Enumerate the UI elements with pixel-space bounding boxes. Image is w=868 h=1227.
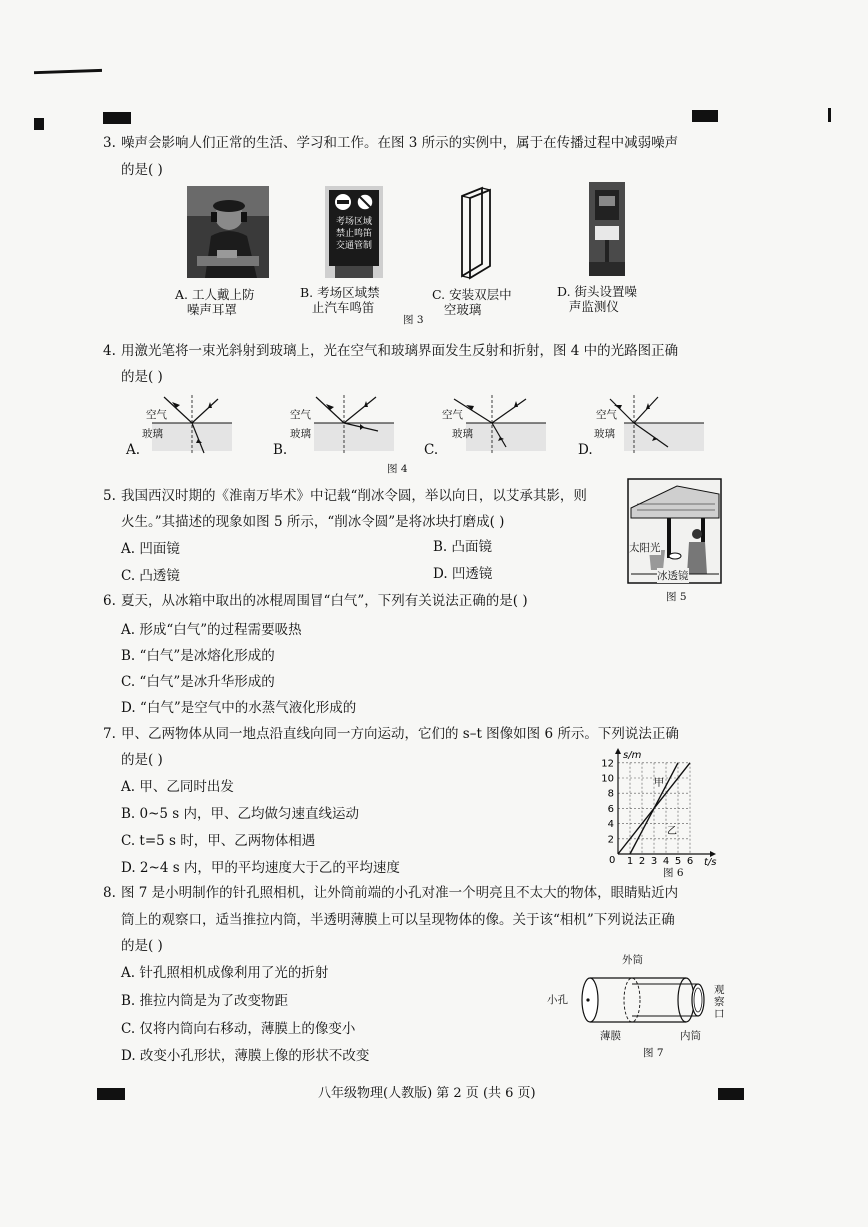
- q3-option-b: B. 考场区域禁 止汽车鸣笛: [300, 285, 380, 315]
- y-tick-label: 8: [607, 788, 614, 800]
- x-tick-label: 3: [650, 856, 658, 866]
- figure-7-caption: 图 7: [643, 1047, 664, 1059]
- question-5-line2: 火生。”其描述的现象如图 5 所示，“削冰令圆”是将冰块打磨成( ): [121, 514, 505, 530]
- q6-option-c: C. “白气”是冰升华形成的: [121, 674, 275, 690]
- double-glass-drawing: [452, 186, 502, 282]
- light-c-glass-label: 玻璃: [452, 428, 473, 440]
- q6-option-b: B. “白气”是冰熔化形成的: [121, 648, 275, 664]
- y-axis-label: s/m: [623, 750, 642, 761]
- y-tick-label: 2: [607, 834, 614, 846]
- light-d-air-label: 空气: [596, 409, 617, 421]
- question-4-line2: 的是( ): [121, 369, 163, 385]
- fig5-lens-label: 冰透镜: [657, 570, 689, 582]
- q7-option-a: A. 甲、乙同时出发: [121, 779, 234, 795]
- q6-option-d: D. “白气”是空气中的水蒸气液化形成的: [121, 700, 357, 716]
- question-3-line2: 的是( ): [121, 162, 163, 178]
- photo-noise-monitor: [589, 182, 625, 276]
- question-7-line2: 的是( ): [121, 752, 163, 768]
- q8-option-d: D. 改变小孔形状，薄膜上像的形状不改变: [121, 1048, 370, 1064]
- registration-mark: [828, 108, 831, 122]
- q8-option-c: C. 仅将内筒向右移动，薄膜上的像变小: [121, 1021, 356, 1037]
- x-tick-label: 5: [674, 856, 682, 866]
- fig5-sun-label: 太阳光: [629, 542, 661, 554]
- s-t-graph: [596, 748, 726, 866]
- registration-mark: [103, 112, 131, 124]
- series-jia-label: 甲: [654, 778, 664, 789]
- q3-option-a: A. 工人戴上防 噪声耳罩: [175, 287, 255, 317]
- registration-mark: [718, 1088, 744, 1100]
- q6-option-a: A. 形成“白气”的过程需要吸热: [121, 622, 302, 638]
- light-b-option-label: B.: [273, 442, 288, 458]
- light-a-air-label: 空气: [146, 409, 167, 421]
- figure-5-illustration: [627, 478, 722, 584]
- photo-no-honking-sign: [325, 186, 383, 278]
- pinhole-camera-drawing: [576, 960, 716, 1030]
- q5-option-c: C. 凸透镜: [121, 568, 180, 584]
- light-c-option-label: C.: [424, 442, 439, 458]
- question-6-line1: 6. 夏天，从冰箱中取出的冰棍周围冒“白气”，下列有关说法正确的是( ): [103, 593, 528, 609]
- question-5-line1: 5. 我国西汉时期的《淮南万毕术》中记载“削冰令圆，举以向日，以艾承其影，则: [103, 488, 587, 504]
- camera-inner-label: 内筒: [680, 1030, 701, 1042]
- q8-option-a: A. 针孔照相机成像利用了光的折射: [121, 965, 329, 981]
- light-a-glass-label: 玻璃: [142, 428, 163, 440]
- y-axis-arrow: [615, 748, 621, 754]
- q8-option-b: B. 推拉内筒是为了改变物距: [121, 993, 289, 1009]
- q7-option-d: D. 2~4 s 内，甲的平均速度大于乙的平均速度: [121, 860, 400, 876]
- x-tick-label: 4: [662, 856, 670, 866]
- camera-film-label: 薄膜: [600, 1030, 621, 1042]
- y-tick-label: 10: [601, 773, 614, 785]
- q5-option-b: B. 凸面镜: [433, 539, 493, 555]
- light-d-option-label: D.: [578, 442, 593, 458]
- registration-mark: [34, 118, 44, 130]
- light-b-glass-label: 玻璃: [290, 428, 311, 440]
- sign-text-line1: 考场区域: [335, 217, 372, 227]
- question-4-line1: 4. 用激光笔将一束光斜射到玻璃上，光在空气和玻璃界面发生反射和折射，图 4 中的光路图正确: [103, 343, 679, 359]
- origin-label: 0: [609, 855, 616, 866]
- camera-hole-label: 小孔: [547, 994, 568, 1006]
- figure-4-caption: 图 4: [387, 463, 408, 475]
- q7-option-c: C. t=5 s 时，甲、乙两物体相遇: [121, 833, 316, 849]
- page-footer: 八年级物理(人教版) 第 2 页 (共 6 页): [318, 1086, 536, 1101]
- q3-option-c: C. 安装双层中 空玻璃: [432, 287, 512, 317]
- question-8-line3: 的是( ): [121, 938, 163, 954]
- figure-6-caption: 图 6: [663, 867, 684, 879]
- question-8-line2: 筒上的观察口，适当推拉内筒，半透明薄膜上可以呈现物体的像。关于该“相机”下列说法正确: [121, 912, 675, 928]
- q7-option-b: B. 0~5 s 内，甲、乙均做匀速直线运动: [121, 806, 360, 822]
- registration-mark: [97, 1088, 125, 1100]
- y-tick-label: 6: [607, 803, 614, 815]
- x-tick-label: 1: [626, 856, 634, 866]
- figure-3-caption: 图 3: [403, 314, 424, 326]
- q5-option-a: A. 凹面镜: [121, 541, 180, 557]
- x-tick-label: 2: [638, 856, 646, 866]
- y-tick-label: 12: [601, 758, 614, 770]
- question-3-line1: 3. 噪声会影响人们正常的生活、学习和工作。在图 3 所示的实例中，属于在传播过程中减弱噪声: [103, 135, 679, 151]
- question-7-line1: 7. 甲、乙两物体从同一地点沿直线向同一方向运动，它们的 s–t 图像如图 6 所示。下列说法正确: [103, 726, 679, 742]
- registration-mark: [692, 110, 718, 122]
- camera-port-label: 观察口: [714, 984, 725, 1020]
- series-yi-label: 乙: [667, 826, 677, 837]
- scan-edge-mark: [34, 69, 102, 74]
- light-c-air-label: 空气: [442, 409, 463, 421]
- question-8-line1: 8. 图 7 是小明制作的针孔照相机，让外筒前端的小孔对准一个明亮且不太大的物体，眼睛贴近内: [103, 885, 679, 901]
- sign-text-line2: 禁止鸣笛: [335, 229, 372, 239]
- light-a-option-label: A.: [126, 442, 141, 458]
- figure-5-caption: 图 5: [666, 591, 687, 603]
- camera-outer-label: 外筒: [622, 954, 643, 966]
- x-axis-label: t/s: [704, 857, 717, 866]
- sign-text-line3: 交通管制: [335, 241, 372, 251]
- q5-option-d: D. 凹透镜: [433, 566, 493, 582]
- q3-option-d: D. 街头设置噪 声监测仪: [557, 284, 638, 314]
- light-diagram-c: [432, 393, 552, 459]
- light-b-air-label: 空气: [290, 409, 311, 421]
- light-d-glass-label: 玻璃: [594, 428, 615, 440]
- photo-worker-earmuffs: [187, 186, 269, 278]
- x-tick-label: 6: [686, 856, 694, 866]
- y-tick-label: 4: [607, 819, 614, 831]
